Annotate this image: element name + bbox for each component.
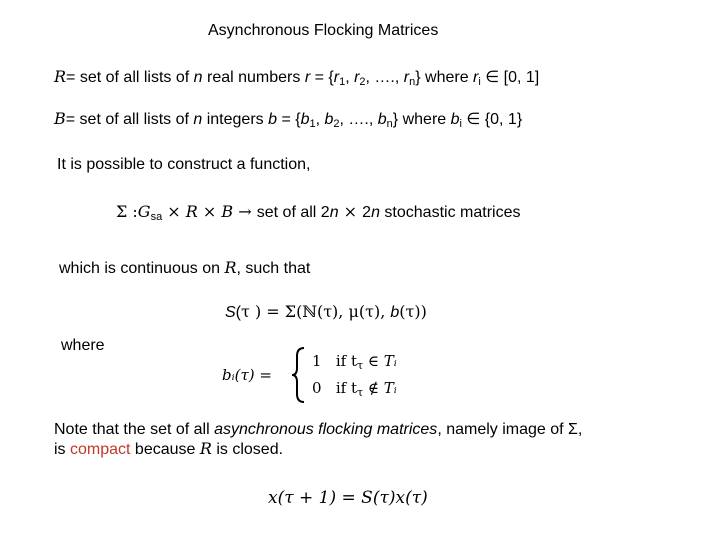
- b-cases-definition: [222, 346, 412, 406]
- case-one: 1 if $t_\tau$ ∈ Tᵢ: [312, 352, 397, 372]
- page-title: Asynchronous Flocking Matrices: [208, 22, 439, 39]
- s-tau-equation: S(τ ) = Σ(ℕ(τ), μ(τ), b(τ)): [225, 302, 427, 321]
- continuity-statement: which is continuous on R, such that: [59, 258, 311, 277]
- compact-highlight: compact: [70, 441, 131, 458]
- calligraphic-r-symbol: R: [54, 67, 67, 86]
- function-definition: Σ $:G_{sa} \times R \times B$ → set of all 2n × 2n stochastic matrices: [116, 202, 521, 223]
- definition-r: R= set of all lists of n real numbers $r = \{r_1$, $r_2$, …., $r_n$} where $r_i$ ∈ [0, 1]: [54, 67, 540, 88]
- left-brace-icon: [290, 346, 308, 404]
- arrow-icon: →: [233, 202, 257, 221]
- note-line-1: Note that the set of all asynchronous flocking matrices, namely image of Σ,: [54, 421, 583, 438]
- note-line-2: is compact because R is closed.: [54, 439, 284, 458]
- where-label: where: [61, 337, 105, 354]
- case-zero: 0 if $t_\tau$ ∉ Tᵢ: [312, 379, 397, 399]
- calligraphic-b-symbol: B: [54, 109, 66, 128]
- cases-lhs: bᵢ(τ) =: [222, 366, 272, 384]
- sigma-symbol: Σ :: [116, 202, 138, 221]
- construct-statement: It is possible to construct a function,: [57, 156, 311, 173]
- update-equation: x(τ + 1) = S(τ)x(τ): [268, 488, 428, 508]
- definition-b: B= set of all lists of n integers $b = \{b_1$, $b_2$, …., $b_n$} where $b_i$ ∈ {0, 1}: [54, 109, 523, 130]
